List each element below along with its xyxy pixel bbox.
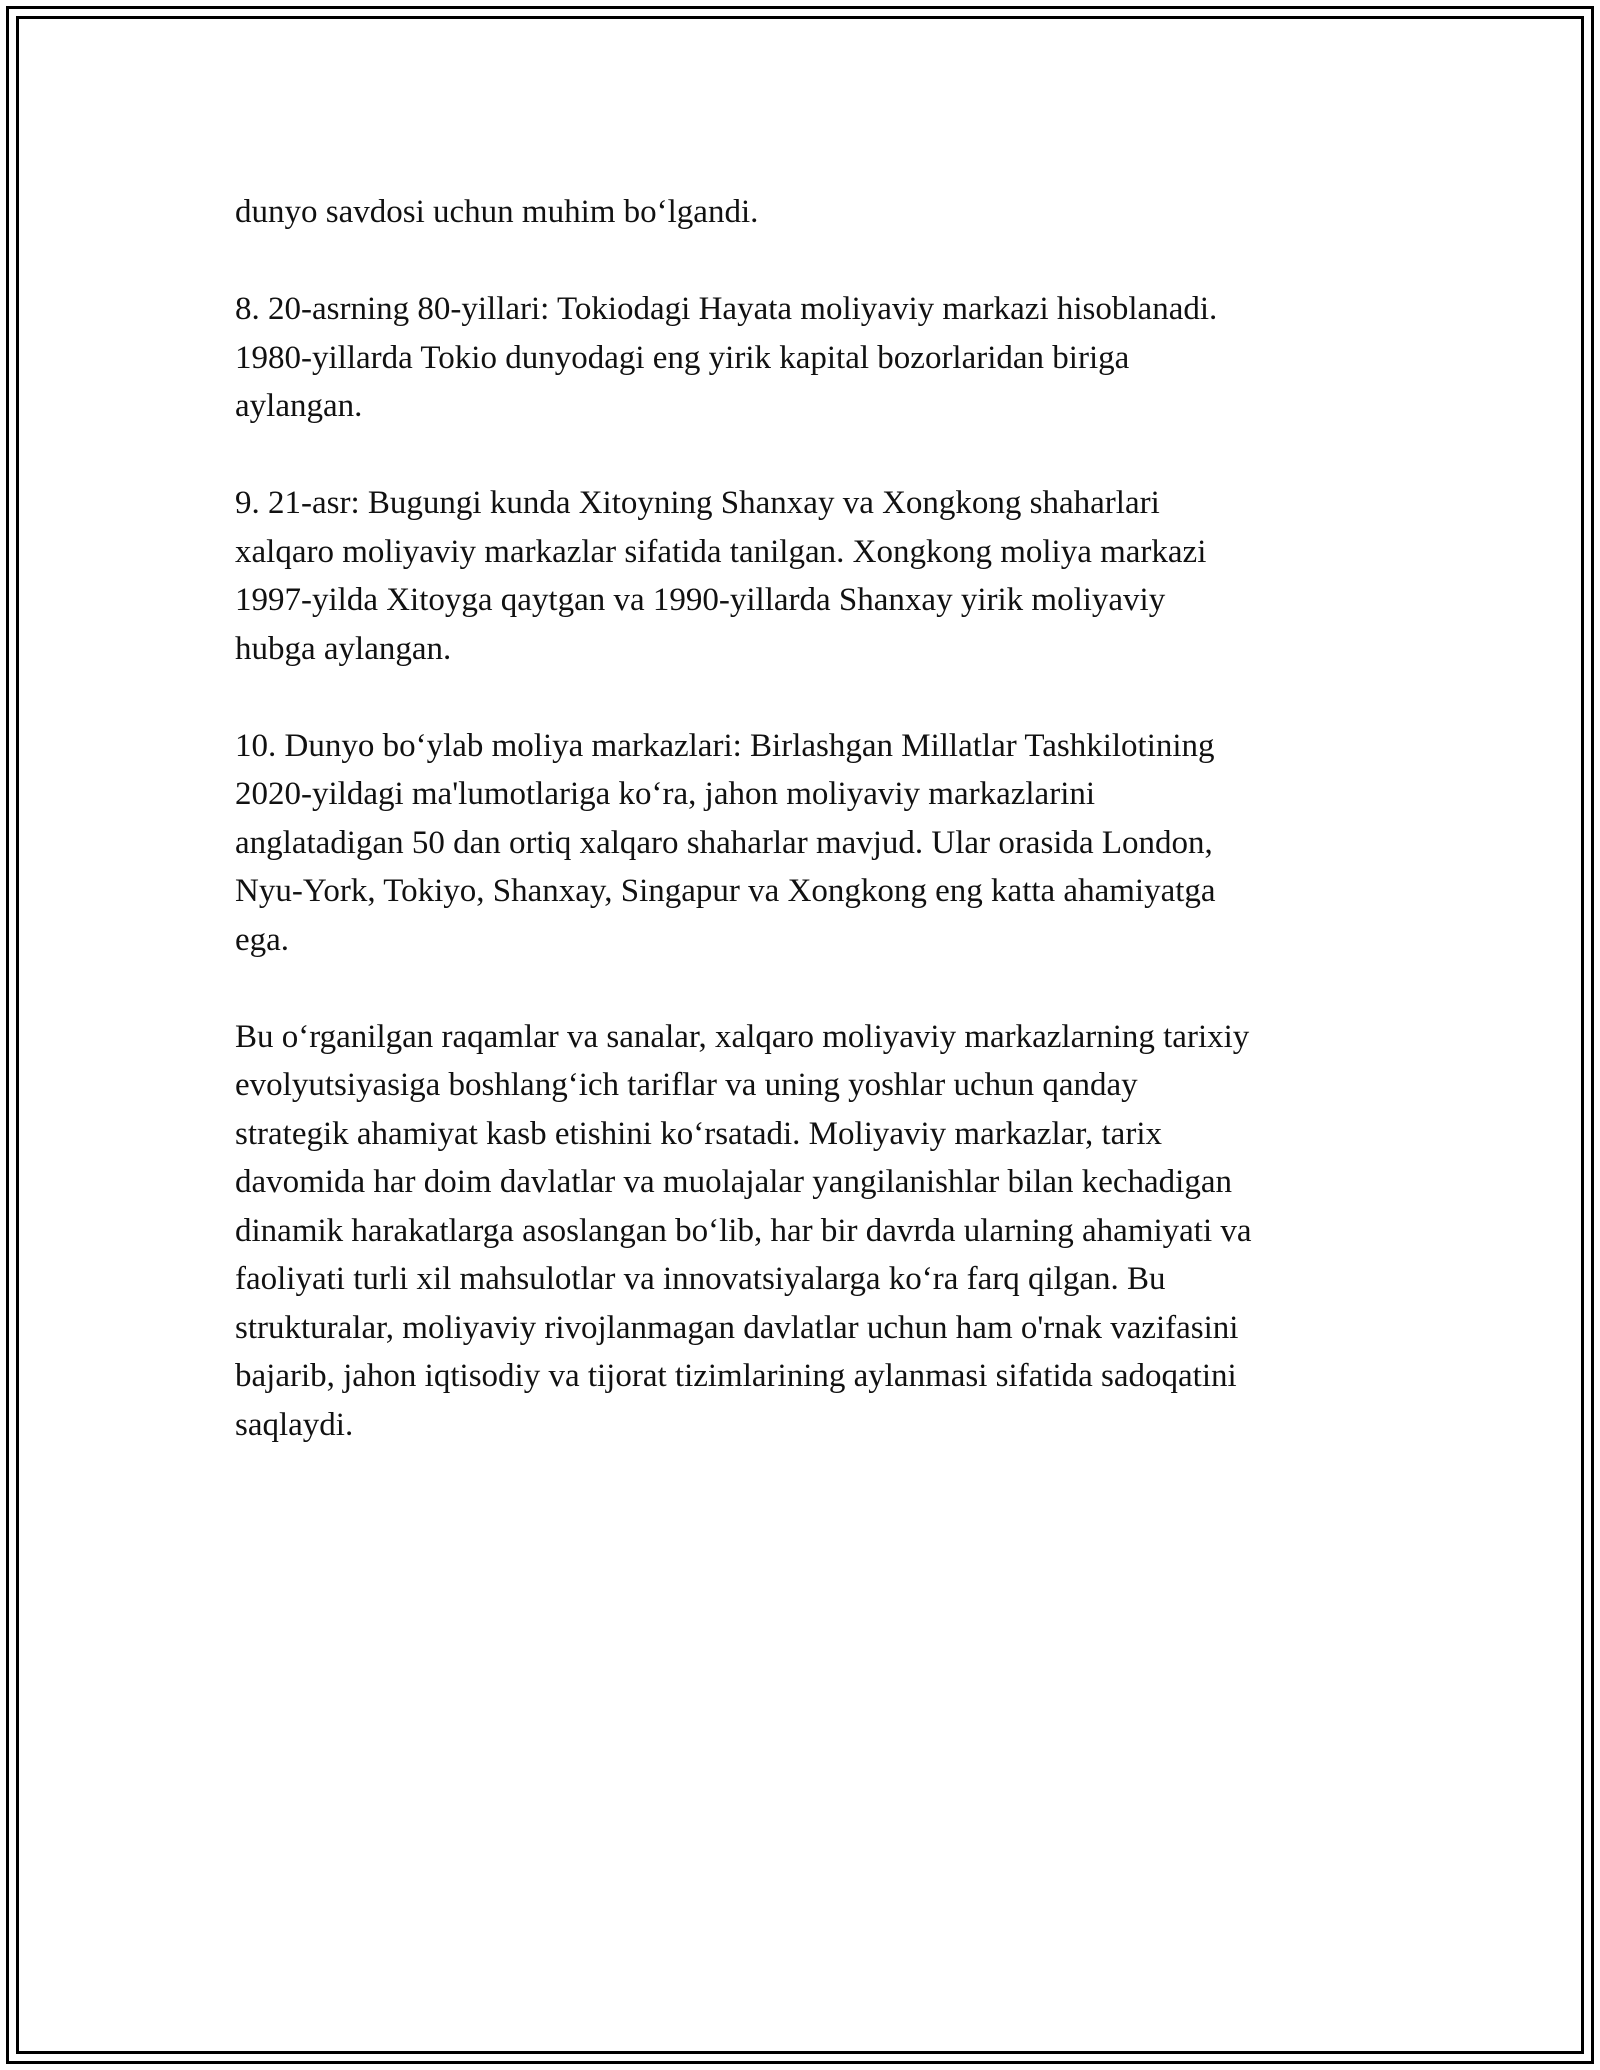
paragraph-conclusion: Bu o‘rganilgan raqamlar va sanalar, xalqaro moliyaviy markazlarning tarixiy evolyutsiyasiga boshlang‘ich tariflar va uning yoshlar uchun qanday strategik ahamiyat kasb etishini ko‘rsatadi. Moliyaviy markazlar, tarix davomida har doim davlatlar va muolajalar yangilanishlar bilan kechadigan dinamik harakatlarga asoslangan bo‘lib, har bir davrda ularning ahamiyati va faoliyati turli xil mahsulotlar va innovatsiyalarga ko‘ra farq qilgan. Bu strukturalar, moliyaviy rivojlanmagan davlatlar uchun ham o'rnak vazifasini bajarib, jahon iqtisodiy va tijorat tizimlarining aylanmasi sifatida sadoqatini saqlaydi. — [235, 1018, 1252, 1443]
paragraph-continuation: dunyo savdosi uchun muhim bo‘lgandi. — [235, 194, 759, 230]
paragraph-item-10: 10. Dunyo bo‘ylab moliya markazlari: Birlashgan Millatlar Tashkilotining 2020-yildagi ma'lumotlariga ko‘ra, jahon moliyaviy markazlarini anglatadigan 50 dan ortiq xalqaro shaharlar mavjud. Ular orasida London, Nyu-York, Tokiyo, Shanxay, Singapur va Xongkong eng katta ahamiyatga ega. — [235, 727, 1216, 958]
paragraph-item-9: 9. 21-asr: Bugungi kunda Xitoyning Shanxay va Xongkong shaharlari xalqaro moliyaviy markazlar sifatida tanilgan. Xongkong moliya markazi 1997-yilda Xitoyga qaytgan va 1990-yillarda Shanxay yirik moliyaviy hubga aylangan. — [235, 485, 1207, 667]
paragraph-item-8: 8. 20-asrning 80-yillari: Tokiodagi Hayata moliyaviy markazi hisoblanadi. 1980-yillarda Tokio dunyodagi eng yirik kapital bozorlaridan biriga aylangan. — [235, 291, 1218, 424]
document-body — [235, 188, 1385, 1498]
